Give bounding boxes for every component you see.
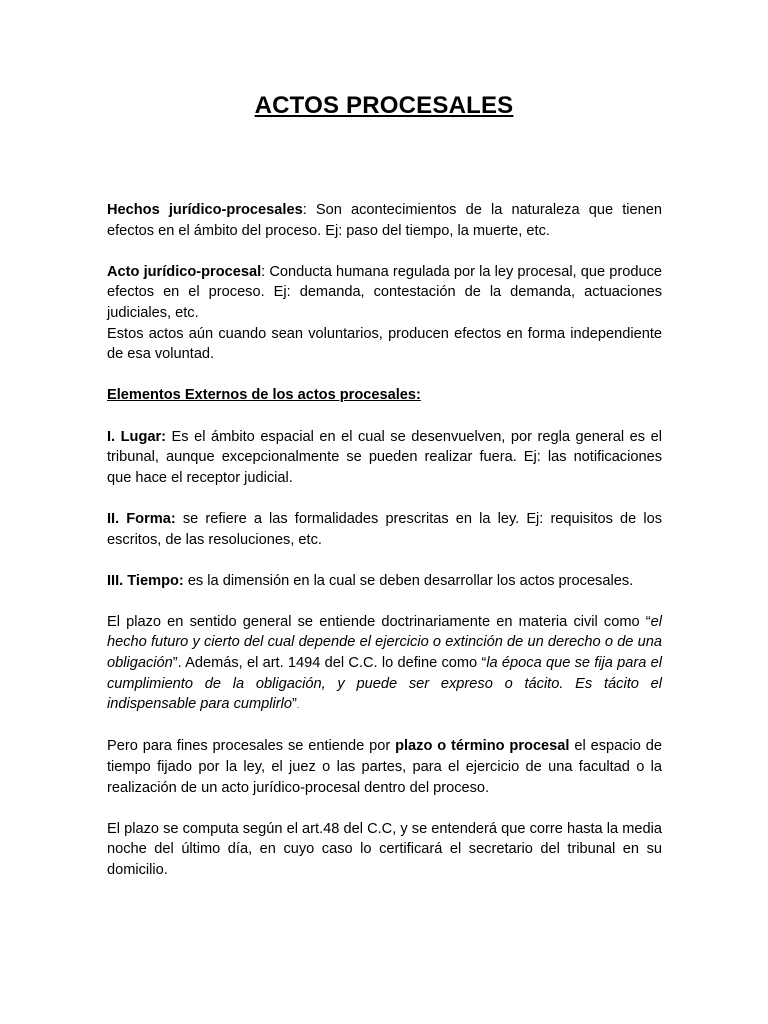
paragraph-plazo bbox=[107, 612, 662, 716]
term-lugar: I. Lugar: bbox=[107, 428, 167, 445]
paragraph-acto bbox=[107, 262, 662, 324]
text-plazo-1: El plazo en sentido general se entiende doctrinariamente en materia civil como “ bbox=[107, 613, 651, 630]
section-heading-elementos bbox=[107, 385, 662, 406]
term-tiempo: III. Tiempo: bbox=[107, 572, 184, 589]
heading-elementos: Elementos Externos de los actos procesales: bbox=[107, 387, 421, 404]
term-forma: II. Forma: bbox=[107, 510, 176, 527]
term-procesal: plazo o término procesal bbox=[395, 738, 570, 755]
text-plazo-4: . bbox=[296, 700, 300, 711]
page-title: ACTOS PROCESALES bbox=[254, 92, 514, 119]
text-acto-2: Estos actos aún cuando sean voluntarios, producen efectos en forma independiente de esa voluntad. bbox=[107, 325, 662, 363]
paragraph-hechos bbox=[107, 200, 662, 241]
text-tiempo: es la dimensión en la cual se deben desarrollar los actos procesales. bbox=[183, 572, 634, 589]
text-forma: se refiere a las formalidades prescritas en la ley. Ej: requisitos de los escritos, de las resoluciones, etc. bbox=[107, 510, 662, 548]
paragraph-computa bbox=[107, 819, 662, 881]
text-computa: El plazo se computa según el art.48 del C.C, y se entenderá que corre hasta la media noche del último día, en cuyo caso lo certificará el secretario del tribunal en su domicilio. bbox=[107, 820, 662, 878]
text-procesal-1: Pero para fines procesales se entiende por bbox=[107, 738, 396, 755]
text-plazo-3: ” bbox=[291, 696, 297, 713]
quote-plazo-1: el hecho futuro y cierto del cual depende el ejercicio o extinción de un derecho o de una obligación bbox=[107, 613, 662, 672]
term-hechos: Hechos jurídico-procesales bbox=[107, 202, 303, 218]
quote-plazo-2: la época que se fija para el cumplimiento de la obligación, y puede ser expreso o tácito. Es tácito el indispensable para cumplirlo bbox=[107, 655, 662, 713]
text-plazo-2: ”. Además, el art. 1494 del C.C. lo define como “ bbox=[172, 655, 487, 672]
paragraph-forma bbox=[107, 509, 662, 550]
text-acto: : Conducta humana regulada por la ley procesal, que produce efectos en el proceso. Ej: demanda, contestación de la demanda, actuaciones judiciales, etc. bbox=[107, 263, 662, 321]
paragraph-tiempo bbox=[107, 571, 662, 592]
paragraph-lugar bbox=[107, 427, 662, 489]
document-body bbox=[107, 200, 662, 901]
term-acto: Acto jurídico-procesal bbox=[107, 263, 262, 280]
paragraph-procesal bbox=[107, 736, 662, 798]
text-hechos: : Son acontecimientos de la naturaleza que tienen efectos en el ámbito del proceso. Ej: paso del tiempo, la muerte, etc. bbox=[107, 202, 662, 239]
paragraph-acto-2 bbox=[107, 324, 662, 365]
text-procesal-2: el espacio de tiempo fijado por la ley, el juez o las partes, para el ejercicio de una facultad o la realización de un acto jurídico-procesal dentro del proceso. bbox=[107, 738, 662, 796]
text-lugar: Es el ámbito espacial en el cual se desenvuelven, por regla general es el tribunal, aunque excepcionalmente se pueden realizar fuera. Ej: las notificaciones que hace el receptor judicial. bbox=[107, 428, 662, 486]
